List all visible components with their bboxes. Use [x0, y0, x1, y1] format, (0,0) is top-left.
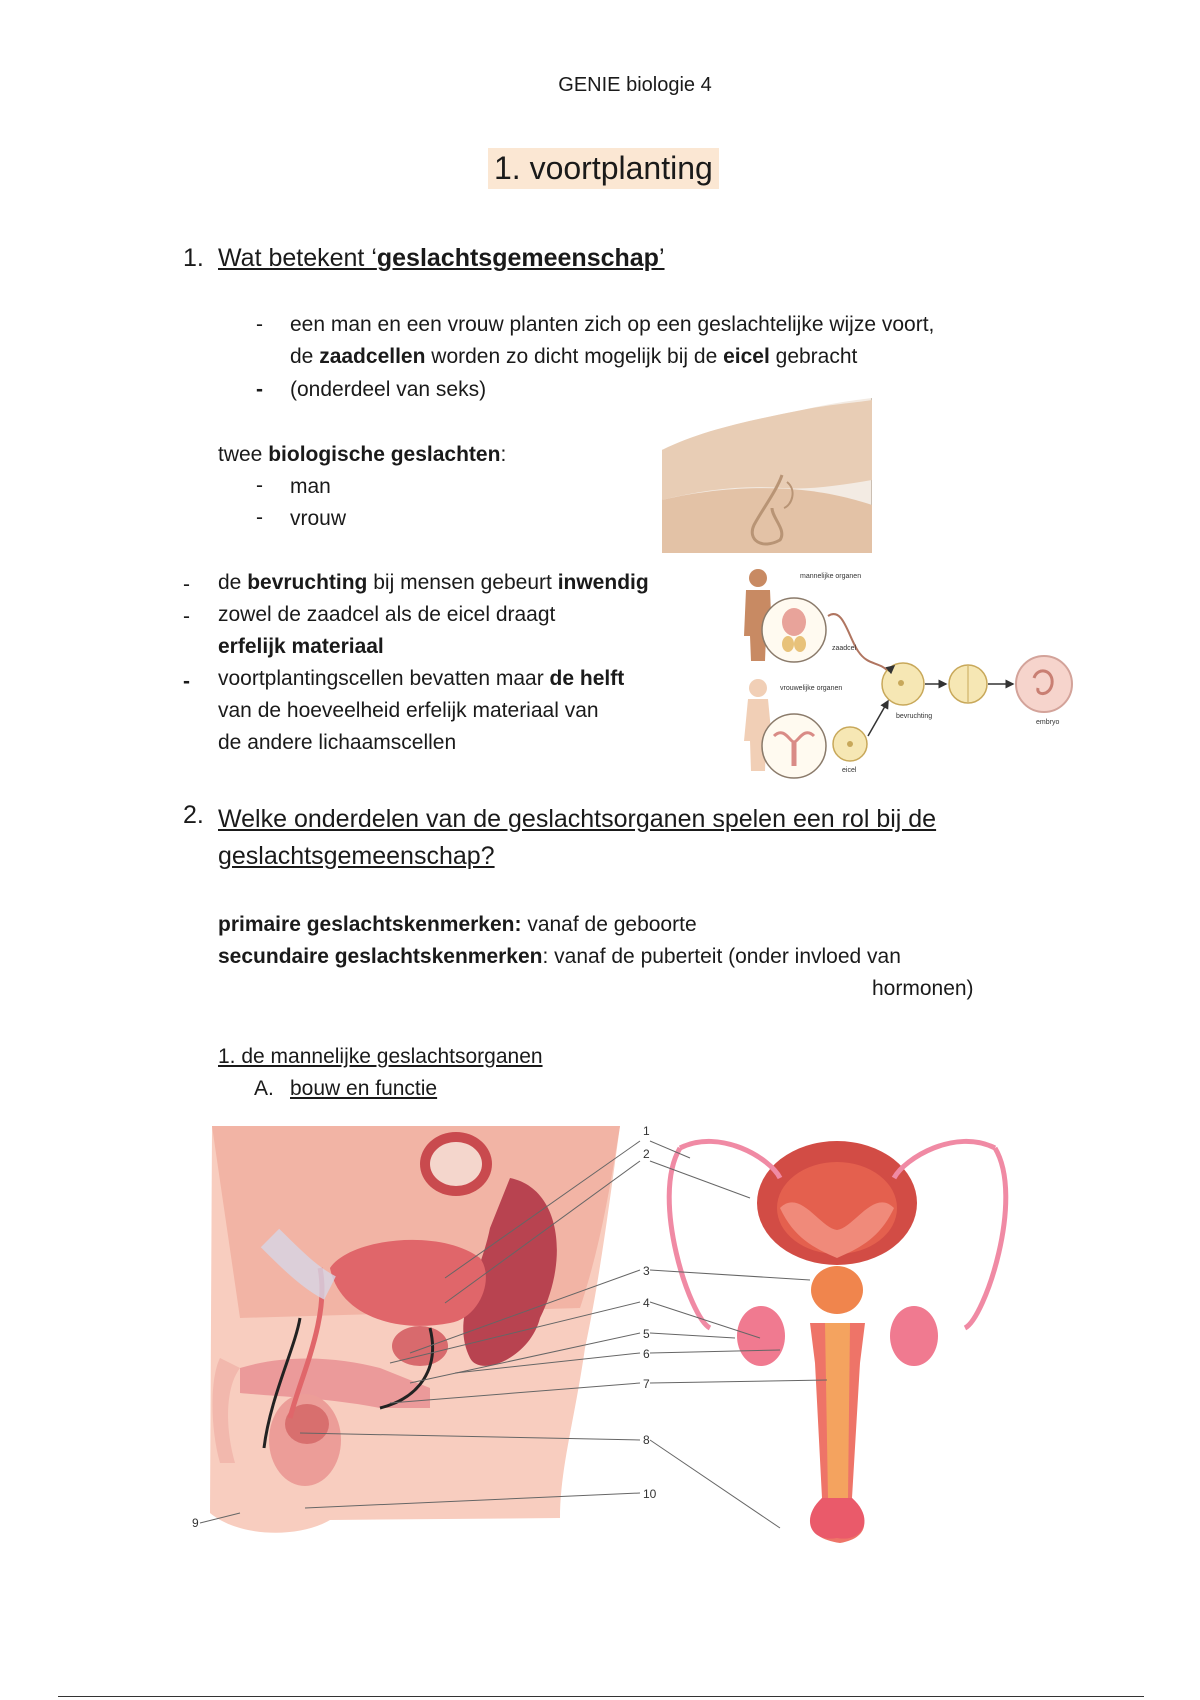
anatomy-label-4: 4 [643, 1296, 650, 1310]
anatomy-label-1: 1 [643, 1124, 650, 1138]
sex-man: man [290, 475, 331, 498]
t: inwendig [557, 571, 649, 594]
t: van de hoeveelheid erfelijk materiaal van [218, 699, 599, 722]
t: primaire geslachtskenmerken: [218, 913, 522, 936]
q2-line2: geslachtsgemeenschap? [218, 842, 495, 870]
question-1-text [218, 244, 665, 273]
question-1 [183, 244, 204, 273]
anatomy-label-5: 5 [643, 1327, 650, 1341]
t: vanaf de geboorte [521, 913, 697, 936]
anatomy-label-7: 7 [643, 1377, 650, 1391]
t: voortplantingscellen bevatten maar [218, 667, 550, 690]
t: bouw en functie [290, 1077, 438, 1100]
bullet-dash: - [256, 378, 263, 401]
t: secundaire geslachtskenmerken [218, 945, 543, 968]
t: worden zo dicht mogelijk bij de [425, 345, 724, 368]
bullet-dash: - [256, 506, 263, 529]
t: biologische geslachten [268, 443, 501, 466]
t: de [290, 345, 320, 368]
q1-bullet-2: (onderdeel van seks) [290, 378, 487, 401]
t: de helft [549, 667, 625, 690]
t: zowel de zaadcel als de eicel draagt [218, 603, 556, 626]
secondary-characteristics [218, 941, 901, 973]
primary-characteristics [218, 909, 697, 941]
label-male-organs: mannelijke organen [800, 573, 862, 580]
bullet-dash: - [256, 474, 263, 497]
label-zaadcel: zaadcel [832, 645, 857, 652]
t: eicel [723, 345, 770, 368]
two-sexes-heading [218, 439, 506, 471]
q1-bullet-1 [290, 309, 934, 373]
fert-point-1 [218, 567, 649, 599]
t: gebracht [769, 345, 858, 368]
q1-text-a: Wat betekent ‘ [218, 244, 377, 272]
t: bevruchting [247, 571, 368, 594]
sex-vrouw: vrouw [290, 507, 347, 530]
question-number: 2. [183, 801, 204, 829]
page-divider [58, 1696, 1144, 1697]
fert-point-3 [218, 663, 624, 759]
anatomy-label-8: 8 [643, 1433, 650, 1447]
t [218, 663, 624, 695]
question-number: 1. [183, 244, 204, 272]
page-title: 1. voortplanting [488, 148, 719, 189]
label-eicel: eicel [842, 767, 857, 774]
bullet-dash: - [256, 313, 263, 336]
document-header: GENIE biologie 4 [558, 74, 712, 96]
label-bevruchting: bevruchting [896, 713, 933, 720]
q1-bullet-1-line2 [290, 341, 934, 373]
subheading-male-organs [218, 1041, 543, 1073]
bullet-dash: - [183, 670, 190, 693]
t: twee [218, 443, 269, 466]
t: zaadcellen [319, 345, 426, 368]
frontal-view [669, 1141, 1006, 1543]
q2-line1: Welke onderdelen van de geslachtsorganen spelen een rol bij de [218, 805, 937, 833]
q1-bullet-1-line1: een man en een vrouw planten zich op een geslachtelijke wijze voort, [290, 313, 935, 336]
t: : [500, 443, 507, 466]
t: de [218, 571, 248, 594]
fertilisation-diagram [738, 566, 1090, 780]
bullet-dash: - [183, 573, 190, 596]
male-anatomy-illustration [180, 1118, 1180, 1548]
label-female-organs: vrouwelijke organen [780, 685, 843, 692]
subheading-a-letter: A. [254, 1077, 274, 1100]
t: bij mensen gebeurt [367, 571, 558, 594]
t: erfelijk materiaal [218, 635, 384, 658]
question-2-text [218, 801, 936, 875]
anatomy-label-9: 9 [192, 1516, 199, 1530]
fert-point-2 [218, 599, 555, 663]
secondary-characteristics-cont: hormonen) [872, 977, 974, 1000]
bullet-dash: - [183, 605, 190, 628]
label-embryo: embryo [1036, 719, 1060, 726]
anatomy-label-10: 10 [643, 1487, 657, 1501]
q1-text-b: geslachtsgemeenschap [376, 244, 659, 272]
embryo [1016, 656, 1072, 712]
sagittal-section [210, 1126, 620, 1533]
anatomy-label-6: 6 [643, 1347, 650, 1361]
q1-text-c: ’ [658, 244, 665, 272]
t: : vanaf de puberteit (onder invloed van [542, 945, 901, 968]
subheading-structure-function [290, 1073, 437, 1105]
intercourse-illustration [662, 390, 872, 553]
t: de andere lichaamscellen [218, 731, 457, 754]
anatomy-label-2: 2 [643, 1147, 650, 1161]
t: 1. de mannelijke geslachtsorganen [218, 1045, 543, 1068]
anatomy-label-3: 3 [643, 1264, 650, 1278]
